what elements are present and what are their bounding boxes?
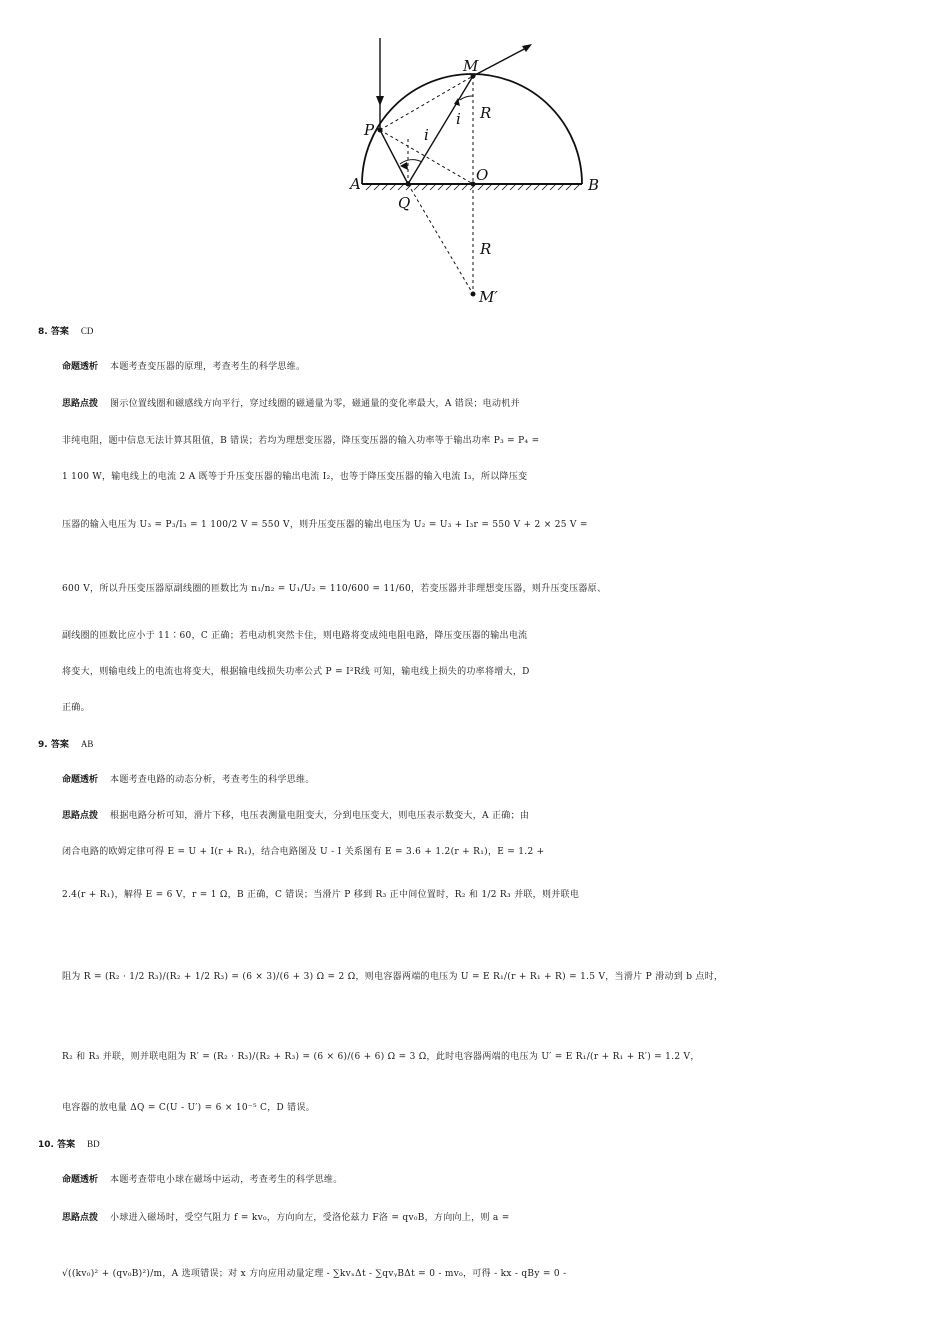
angle-arc-left (400, 160, 422, 164)
q8-line-3: 压器的输入电压为 U₃ = P₃/I₃ = 1 100/2 V = 550 V，则升压变压器的输出电压为 U₂ = U₃ + I₃r = 550 V + 2 × 25 V = (62, 520, 588, 530)
label-i-left: i (424, 126, 429, 144)
q8-answer-line (38, 320, 950, 343)
q9-line-0: 根据电路分析可知，滑片下移，电压表测量电阻变大，分到电压变大，则电压表示数变大，A 正确；由 (110, 811, 530, 821)
point-m-prime (471, 292, 476, 297)
q10-analysis-text: 本题考查带电小球在磁场中运动，考查考生的科学思维。 (110, 1175, 343, 1185)
label-b: B (588, 176, 600, 194)
q10-line-0: 小球进入磁场时，受空气阻力 f = kv₀，方向向左，受洛伦兹力 F洛 = qv₀B，方向向上，则 a = (110, 1213, 510, 1223)
label-q: Q (398, 194, 411, 212)
q8-number: 8. 答案 (38, 327, 69, 337)
ray-arrow-out (522, 44, 532, 52)
optics-diagram (330, 38, 630, 308)
ray-arrow-down (376, 96, 384, 106)
q10-hint-line-1 (62, 1207, 950, 1229)
q10-answer-line (38, 1133, 950, 1156)
label-o: O (476, 166, 489, 184)
point-q (406, 182, 411, 187)
q8-line-7: 正确。 (62, 703, 90, 713)
q10-answer: BD (87, 1139, 100, 1149)
q8-line-5: 副线圈的匝数比应小于 11∶60，C 正确；若电动机突然卡住，则电路将变成纯电阻电路，降压变压器的输出电流 (62, 631, 528, 641)
q9-analysis-line (62, 769, 950, 791)
q10-line-1: √((kv₀)² + (qv₀B)²)/m，A 选项错误；对 x 方向应用动量定理 - ∑kvₓΔt - ∑qvᵧBΔt = 0 - mv₀，可得 - kx - qBy = 0 - (62, 1269, 567, 1279)
label-m-prime: M′ (479, 288, 498, 306)
q9-line-1: 闭合电路的欧姆定律可得 E = U + I(r + R₁)，结合电路图及 U - I 关系图有 E = 3.6 + 1.2(r + R₁)，E = 1.2 + (62, 847, 545, 857)
diagram-svg (330, 38, 630, 308)
label-r-bottom: R (480, 240, 492, 258)
ray-p-q (380, 130, 408, 184)
q9-analysis-tag: 命题透析 (62, 775, 99, 785)
q8-line-0: 图示位置线圈和磁感线方向平行，穿过线圈的磁通量为零，磁通量的变化率最大，A 错误；电动机并 (110, 399, 520, 409)
q9-analysis-text: 本题考查电路的动态分析，考查考生的科学思维。 (110, 775, 315, 785)
q10-analysis-line (62, 1169, 950, 1191)
q8-analysis-text: 本题考查变压器的原理，考查考生的科学思维。 (110, 362, 306, 372)
q9-answer-line (38, 733, 950, 756)
q8-line-6: 将变大，则输电线上的电流也将变大，根据输电线损失功率公式 P = I²R线 可知，输电线上损失的功率将增大，D (62, 667, 530, 677)
q8-line-4: 600 V，所以升压变压器原副线圈的匝数比为 n₁/n₂ = U₁/U₂ = 110/600 = 11/60，若变压器并非理想变压器，则升压变压器原、 (62, 584, 607, 594)
q8-analysis-tag: 命题透析 (62, 362, 99, 372)
q10-number: 10. 答案 (38, 1140, 76, 1150)
q9-hint-tag: 思路点拨 (62, 811, 99, 821)
q9-line-5: 电容器的放电量 ΔQ = C(U - U′) = 6 × 10⁻⁵ C，D 错误。 (62, 1103, 316, 1113)
q8-hint-tag: 思路点拨 (62, 399, 99, 409)
point-o (471, 182, 476, 187)
q9-hint-line-1 (62, 805, 950, 827)
outgoing-ray (473, 46, 530, 76)
q9-line-2: 2.4(r + R₁)，解得 E = 6 V，r = 1 Ω，B 正确，C 错误；当滑片 P 移到 R₃ 正中间位置时，R₂ 和 1/2 R₃ 并联，则并联电 (62, 890, 580, 900)
ray-q-m (408, 76, 473, 184)
semicircle-arc (362, 74, 582, 184)
q10-analysis-tag: 命题透析 (62, 1175, 99, 1185)
q8-answer: CD (80, 326, 94, 336)
label-p: P (364, 121, 375, 139)
label-r-top: R (480, 104, 492, 122)
q9-line-4: R₂ 和 R₃ 并联，则并联电阻为 R′ = (R₂ · R₃)/(R₂ + R₃) = (6 × 6)/(6 + 6) Ω = 3 Ω，此时电容器两端的电压为 U′ = E R₁/(r + R₁ + R′) = 1.2 V， (62, 1052, 700, 1062)
q8-line-2: 1 100 W，输电线上的电流 2 A 既等于升压变压器的输出电流 I₂，也等于降压变压器的输入电流 I₃，所以降压变 (62, 472, 528, 482)
q8-line-1: 非纯电阻，题中信息无法计算其阻值，B 错误；若均为理想变压器，降压变压器的输入功率等于输出功率 P₃ = P₄ = (62, 436, 540, 446)
angle-arc-right (460, 96, 473, 100)
label-m: M (463, 57, 479, 75)
label-a: A (350, 175, 361, 193)
q8-analysis-line (62, 356, 950, 378)
q10-hint-tag: 思路点拨 (62, 1213, 99, 1223)
label-i-right: i (456, 110, 461, 128)
q8-hint-line-1 (62, 393, 950, 415)
q9-number: 9. 答案 (38, 740, 69, 750)
point-p (378, 128, 383, 133)
q9-line-3: 阻为 R = (R₂ · 1/2 R₃)/(R₂ + 1/2 R₃) = (6 × 3)/(6 + 3) Ω = 2 Ω，则电容器两端的电压为 U = E R₁/(r + R₁ + R) = 1.5 V，当滑片 P 滑动到 b 点时， (62, 972, 724, 982)
q9-answer: AB (80, 739, 94, 749)
